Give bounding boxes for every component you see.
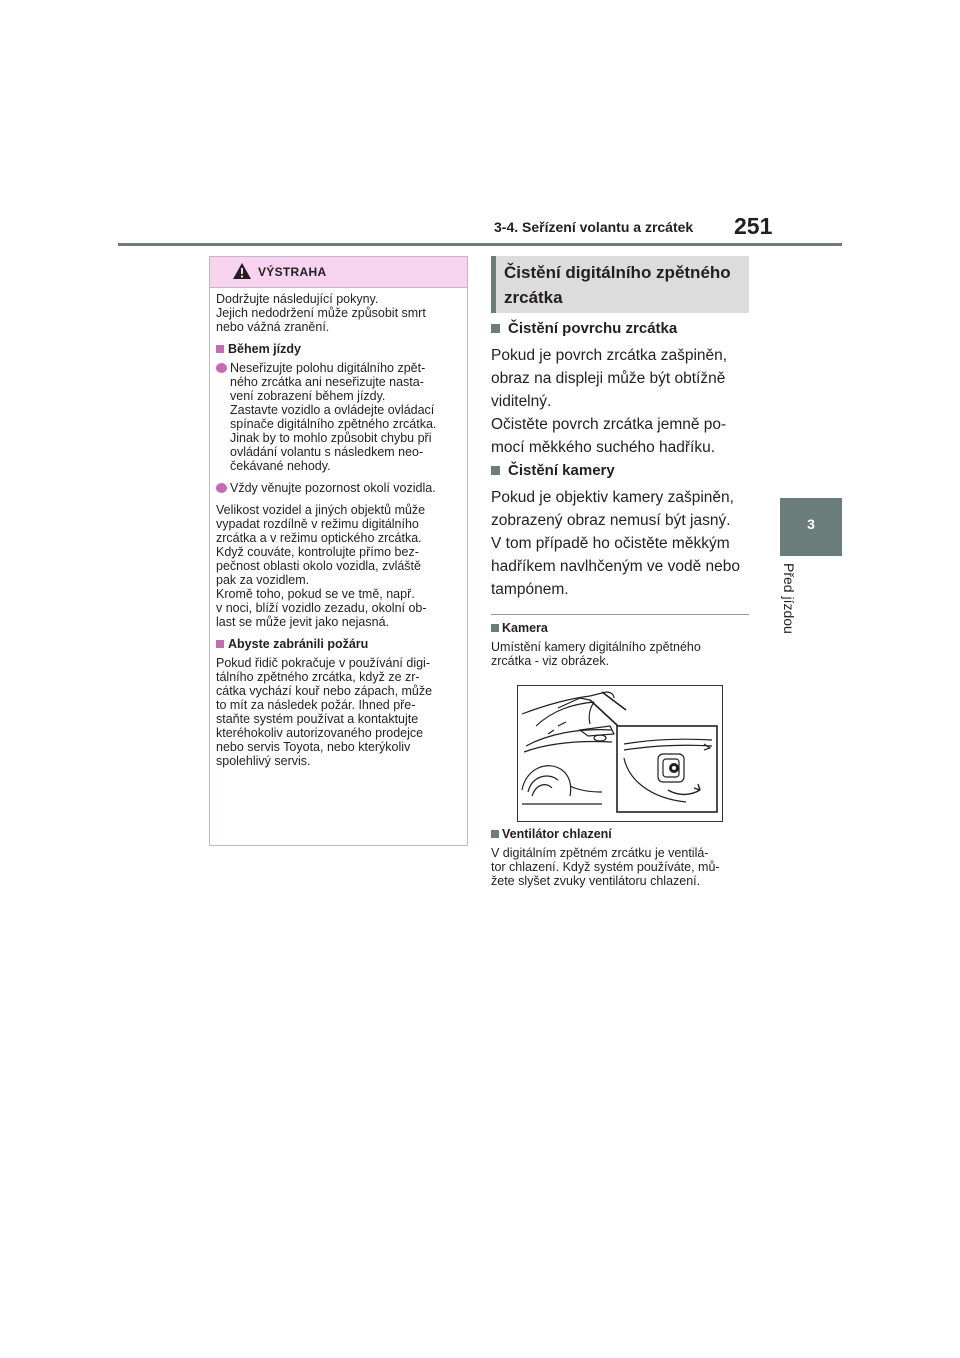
round-bullet-icon xyxy=(216,363,227,373)
note-text: Umístění kamery digitálního zpětného zrcátka - viz obrázek. xyxy=(491,640,701,668)
note-text: V digitálním zpětném zrcátku je ventilá- tor chlazení. Když systém používáte, mů- žete slyšet zvuky ventilátoru chlazení. xyxy=(491,846,720,888)
car-rear-camera-illustration xyxy=(518,686,722,821)
camera-location-figure xyxy=(517,685,723,822)
subsection-text: Pokud je objektiv kamery zašpiněn, zobrazený obraz nemusí být jasný. V tom případě ho očistěte měkkým hadříkem navlhčeným ve vodě nebo tampónem. xyxy=(491,489,741,598)
note-heading-text: Kamera xyxy=(502,621,548,635)
round-bullet-icon xyxy=(216,483,227,493)
warning-heading-text: Během jízdy xyxy=(228,342,301,356)
warning-body xyxy=(216,292,466,776)
square-bullet-icon xyxy=(491,324,500,333)
warning-box xyxy=(209,256,468,846)
page-number: 251 xyxy=(734,213,773,239)
section-header: 3-4. Seřízení volantu a zrcátek xyxy=(494,219,694,235)
square-bullet-icon xyxy=(216,345,224,353)
warning-bullet xyxy=(216,481,466,495)
section-title-box xyxy=(491,256,749,313)
notes-divider xyxy=(491,614,749,615)
section-title: Čistění digitálního zpětného zrcátka xyxy=(504,263,731,307)
note-heading-text: Ventilátor chlazení xyxy=(502,827,612,841)
square-bullet-icon xyxy=(491,830,499,838)
subsection-heading xyxy=(491,462,615,479)
warning-intro: Dodržujte následující pokyny. Jejich nedodržení může způsobit smrt nebo vážná zranění. xyxy=(216,292,426,334)
chapter-number: 3 xyxy=(807,516,815,532)
note-heading xyxy=(491,827,612,841)
warning-bullet-text: Vždy věnujte pozornost okolí vozidla. xyxy=(230,481,436,495)
warning-heading-driving xyxy=(216,342,466,356)
chapter-label-text: Před jízdou xyxy=(781,563,797,634)
warning-heading-fire xyxy=(216,637,466,651)
square-bullet-icon xyxy=(216,640,224,648)
warning-heading-text: Abyste zabránili požáru xyxy=(228,637,369,651)
chapter-label xyxy=(781,563,811,713)
warning-title: VÝSTRAHA xyxy=(258,265,327,279)
square-bullet-icon xyxy=(491,466,500,475)
note-heading xyxy=(491,621,548,635)
warning-paragraph: Pokud řidič pokračuje v používání digi- tálního zpětného zrcátka, když ze zr- cátka vychází kouř nebo zápach, může to mít za následek požár. Ihned pře- staňte systém používat a kontaktujte kteréhokoliv autorizovaného prodejce nebo servis Toyota, nebo kterýkoliv spolehlivý servis. xyxy=(216,656,433,768)
warning-bullet xyxy=(216,361,466,473)
square-bullet-icon xyxy=(491,624,499,632)
subsection-heading xyxy=(491,320,677,337)
warning-header xyxy=(210,257,467,288)
warning-triangle-icon xyxy=(232,262,252,280)
subsection-heading-text: Čistění povrchu zrcátka xyxy=(508,320,678,337)
subsection-text: Pokud je povrch zrcátka zašpiněn, obraz na displeji může být obtížně viditelný. Očistěte povrch zrcátka jemně po- mocí měkkého suchého hadříku. xyxy=(491,347,728,456)
chapter-tab[interactable] xyxy=(780,498,842,556)
warning-bullet-text: Neseřizujte polohu digitálního zpět- ného zrcátka ani neseřizujte nasta- vení zobrazení během jízdy. Zastavte vozidlo a ovládejte ovládací spínače digitálního zpětného zrcátka. Jinak by to mohlo způsobit chybu při ovládání volantu s následkem neo- čekávané nehody. xyxy=(230,361,437,473)
header-divider xyxy=(118,243,842,246)
subsection-heading-text: Čistění kamery xyxy=(508,462,615,479)
warning-paragraph: Velikost vozidel a jiných objektů může vypadat rozdílně v režimu digitálního zrcátka a v režimu optického zrcátka. Když couváte, kontrolujte přímo bez- pečnost oblasti okolo vozidla, zvláště pak za vozidlem. Kromě toho, pokud se ve tmě, např. v noci, blíží vozidlo zezadu, okolní ob- last se může jevit jako nejasná. xyxy=(216,503,427,629)
